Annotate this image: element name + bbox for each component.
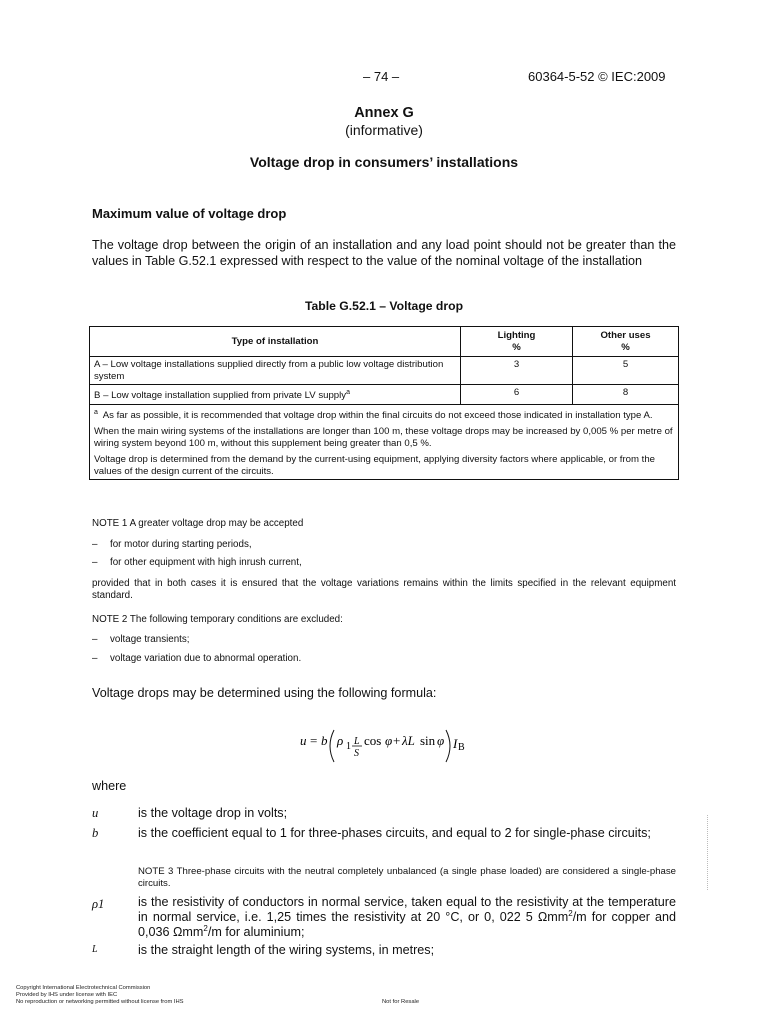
table-caption: Table G.52.1 – Voltage drop xyxy=(304,299,464,313)
voltage-drop-formula xyxy=(300,728,500,784)
dash-bullet: – xyxy=(92,539,98,550)
formula-I: I xyxy=(453,736,458,751)
row-lighting: 3 xyxy=(461,357,573,385)
definition-u: is the voltage drop in volts; xyxy=(138,806,288,820)
row-other: 5 xyxy=(573,357,679,385)
note-1-item-text: for motor during starting periods, xyxy=(110,539,252,550)
note-2-item xyxy=(92,653,301,664)
annex-title: Annex G xyxy=(354,105,414,121)
note-2-item-text: voltage transients; xyxy=(110,634,190,645)
row-type xyxy=(90,385,461,405)
table-row xyxy=(90,385,679,405)
page-number: – 74 – xyxy=(363,69,400,84)
copyright-notice xyxy=(16,985,184,1005)
copyright-line: No reproduction or networking permitted without license from IHS xyxy=(16,998,184,1005)
footnote-marker: a xyxy=(94,408,98,416)
definition-b: is the coefficient equal to 1 for three-phases circuits, and equal to 2 for single-phase circuits; xyxy=(138,826,651,840)
symbol-L: L xyxy=(92,944,98,955)
note-1-tail: provided that in both cases it is ensured that the voltage variations remains within the limits specified in the relevant equipment standard. xyxy=(92,578,676,601)
table-footnotes xyxy=(90,404,679,480)
where-label: where xyxy=(92,779,127,793)
formula-S: S xyxy=(354,748,359,759)
definition-L: is the straight length of the wiring systems, in metres; xyxy=(138,943,435,957)
footnote-demand: Voltage drop is determined from the demand by the current-using equipment, applying diversity factors where applicable, or from the values of the design current of the circuits. xyxy=(94,454,655,477)
note-1-item xyxy=(92,539,252,550)
intro-paragraph: The voltage drop between the origin of an installation and any load point should not be greater than the values in Table G.52.1 expressed with respect to the value of the nominal voltage of the installation xyxy=(92,238,676,268)
symbol-rho1: ρ1 xyxy=(92,897,105,911)
footnote-a-text: As far as possible, it is recommended that voltage drop within the final circuits do not exceed those indicated in installation type A. xyxy=(102,409,653,421)
formula-L: L xyxy=(354,736,360,747)
superscript: 2 xyxy=(203,923,208,933)
note-1-item xyxy=(92,557,302,568)
definition-rho1 xyxy=(138,895,676,940)
table-footnote-row xyxy=(90,404,679,480)
voltage-drop-table xyxy=(89,326,679,480)
note-3: NOTE 3 Three-phase circuits with the neutral completely unbalanced (a single phase loaded) are considered a single-phase circuits. xyxy=(138,866,676,889)
row-lighting: 6 xyxy=(461,385,573,405)
symbol-u: u xyxy=(92,806,99,820)
formula-I-sub: B xyxy=(458,742,465,753)
formula-phi: φ xyxy=(385,733,393,748)
copyright-line: Provided by IHS under license with IEC xyxy=(16,991,118,998)
definition-rho1-text: is the resistivity of conductors in normal service, taken equal to the resistivity at the temperature in normal service, i.e. 1,25 times the resistivity at 20 °C, or 0, 022 5 Ωmm xyxy=(138,895,676,924)
close-paren xyxy=(446,730,450,762)
formula-rho: ρ xyxy=(337,733,344,748)
row-other: 8 xyxy=(573,385,679,405)
formula-equals: = xyxy=(310,733,318,748)
note-1-item-text: for other equipment with high inrush current, xyxy=(110,557,302,568)
formula-phi-2: φ xyxy=(437,733,445,748)
header-other-unit: % xyxy=(621,341,630,353)
open-paren xyxy=(330,730,334,762)
footnote-a xyxy=(94,407,674,422)
formula-rho-sub: 1 xyxy=(346,741,351,752)
note-2-item-text: voltage variation due to abnormal operation. xyxy=(110,653,302,664)
footnote-length: When the main wiring systems of the installations are longer than 100 m, these voltage drops may be increased by 0,005 % per metre of wiring system beyond 100 m, without this supplement being greater than 0,5 %. xyxy=(94,426,673,449)
definition-rho1-text: /m for copper and 0,036 Ωmm xyxy=(138,910,677,939)
dash-bullet: – xyxy=(92,653,98,664)
note-1: NOTE 1 A greater voltage drop may be accepted xyxy=(92,518,304,529)
formula-cos: cos xyxy=(364,733,382,748)
resale-notice: Not for Resale xyxy=(382,999,420,1005)
document-reference: 60364-5-52 © IEC:2009 xyxy=(528,69,666,84)
copyright-line: Copyright International Electrotechnical Commission xyxy=(16,985,151,991)
table-row xyxy=(90,357,679,385)
dash-bullet: – xyxy=(92,557,98,568)
header-lighting-unit: % xyxy=(512,341,521,353)
formula-lambda-L: λL xyxy=(402,733,415,748)
header-lighting xyxy=(461,327,573,357)
header-other xyxy=(573,327,679,357)
footnote-ref: a xyxy=(346,389,350,396)
formula-b: b xyxy=(321,733,328,748)
section-heading: Maximum value of voltage drop xyxy=(92,206,287,221)
page-edge-mark xyxy=(707,815,710,890)
formula-sin: sin xyxy=(420,733,436,748)
note-2: NOTE 2 The following temporary conditions are excluded: xyxy=(92,614,343,625)
row-type: A – Low voltage installations supplied directly from a public low voltage distribution system xyxy=(90,357,461,385)
formula-intro: Voltage drops may be determined using the following formula: xyxy=(92,686,437,700)
annex-status: (informative) xyxy=(345,122,423,138)
formula-u: u xyxy=(300,733,307,748)
note-2-item xyxy=(92,634,190,645)
symbol-b: b xyxy=(92,826,99,840)
header-lighting-label: Lighting xyxy=(497,330,536,341)
row-type-text: B – Low voltage installation supplied from private LV supply xyxy=(94,390,347,402)
annex-heading: Voltage drop in consumers’ installations xyxy=(249,154,519,170)
header-other-label: Other uses xyxy=(600,330,651,341)
definition-rho1-text: /m for aluminium; xyxy=(207,925,305,939)
table-header-row xyxy=(90,327,679,357)
superscript: 2 xyxy=(568,908,573,918)
header-type: Type of installation xyxy=(90,327,461,357)
formula-plus: + xyxy=(393,733,401,748)
dash-bullet: – xyxy=(92,634,98,645)
